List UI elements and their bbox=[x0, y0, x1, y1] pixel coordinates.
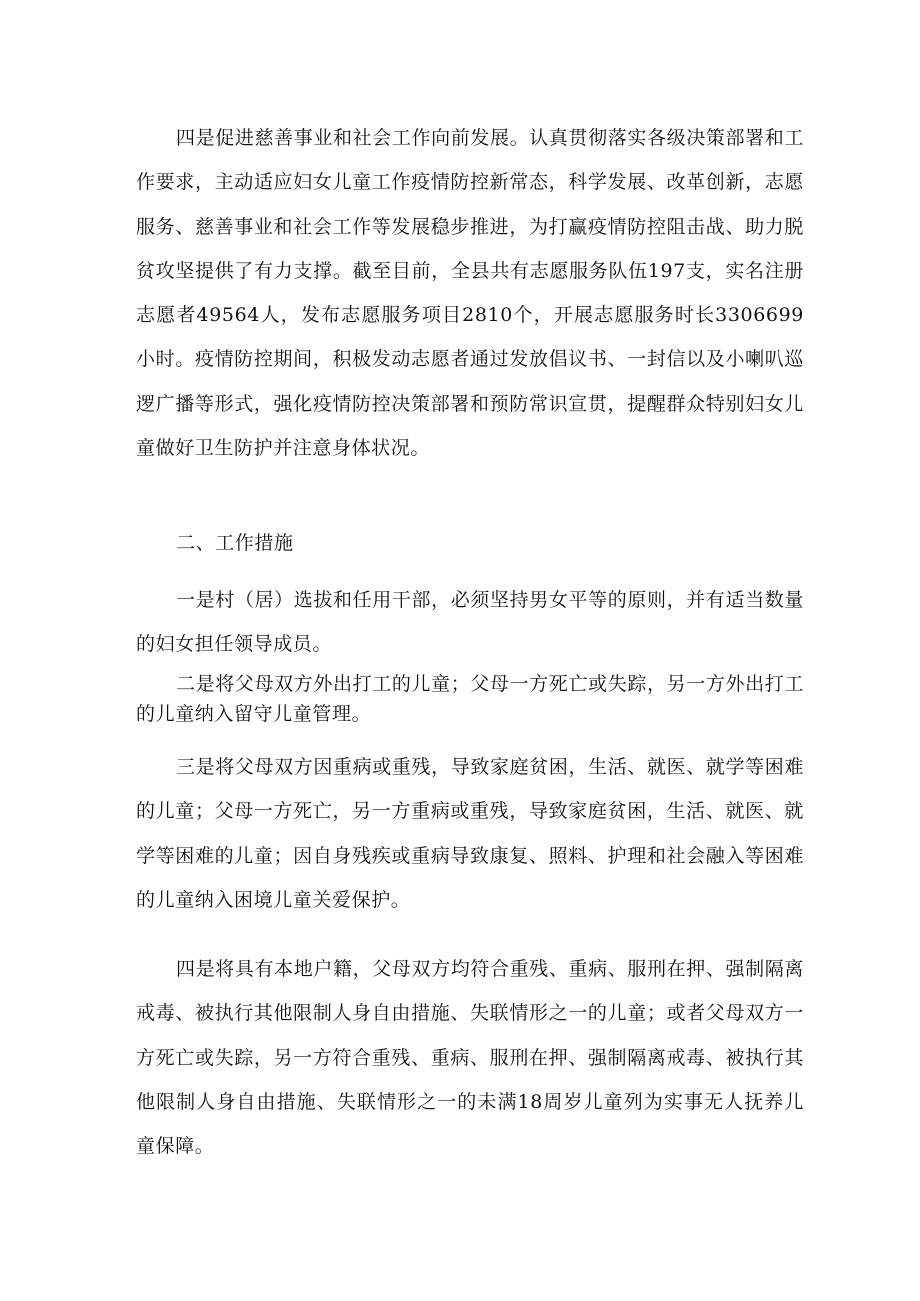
paragraph-measure-three: 三是将父母双方因重病或重残，导致家庭贫困，生活、就医、就学等困难的儿童；父母一方死亡，另一方重病或重残，导致家庭贫困，生活、就医、就学等困难的儿童；因自身残疾或重病导致康复、照料、护理和社会融入等困难的儿童纳入困境儿童关爱保护。 bbox=[136, 756, 804, 911]
paragraph-measure-two: 二是将父母双方外出打工的儿童；父母一方死亡或失踪，另一方外出打工的儿童纳入留守儿童管理。 bbox=[136, 673, 804, 725]
paragraph-measure-one: 一是村（居）选拔和任用干部，必须坚持男女平等的原则，并有适当数量的妇女担任领导成员。 bbox=[136, 589, 804, 656]
section-heading-work-measures: 二、工作措施 bbox=[176, 532, 294, 554]
paragraph-charity-development: 四是促进慈善事业和社会工作向前发展。认真贯彻落实各级决策部署和工作要求，主动适应妇女儿童工作疫情防控新常态，科学发展、改革创新，志愿服务、慈善事业和社会工作等发展稳步推进，为打赢疫情防控阻击战、助力脱贫攻坚提供了有力支撑。截至目前，全县共有志愿服务队伍197支，实名注册志愿者49564人，发布志愿服务项目2810个，开展志愿服务时长3306699小时。疫情防控期间，积极发动志愿者通过发放倡议书、一封信以及小喇叭巡逻广播等形式，强化疫情防控决策部署和预防常识宣贯，提醒群众特别妇女儿童做好卫生防护并注意身体状况。 bbox=[136, 127, 804, 460]
paragraph-measure-four: 四是将具有本地户籍，父母双方均符合重残、重病、服刑在押、强制隔离戒毒、被执行其他限制人身自由措施、失联情形之一的儿童；或者父母双方一方死亡或失踪，另一方符合重残、重病、服刑在押、强制隔离戒毒、被执行其他限制人身自由措施、失联情形之一的未满18周岁儿童列为实事无人抚养儿童保障。 bbox=[136, 958, 804, 1158]
